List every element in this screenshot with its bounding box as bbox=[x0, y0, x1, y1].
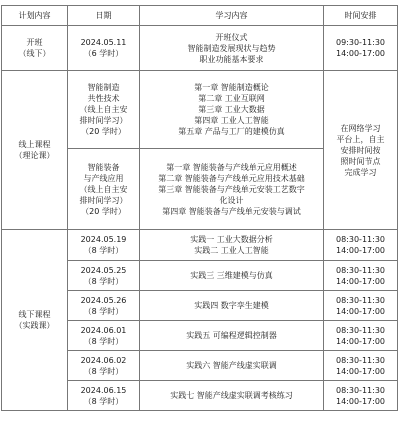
online-module-content: 第一章 智能装备与产线单元应用概述 第二章 智能装备与产线单元应用技术基础 第三章 智能装备与产线单元安装工艺数字 化设计 第四章 智能装备与产线单元安装与调试 bbox=[140, 149, 324, 230]
kickoff-time: 09:30-11:30 14:00-17:00 bbox=[324, 26, 398, 71]
session-content: 实践一 工业大数据分析 实践二 工业人工智能 bbox=[140, 230, 324, 261]
header-time: 时间安排 bbox=[324, 6, 398, 26]
session-time: 08:30-11:30 14:00-17:00 bbox=[324, 230, 398, 261]
session-date: 2024.06.15 （8 学时） bbox=[68, 381, 140, 411]
online-module-title: 智能制造 共性技术 （线上自主安 排时间学习） （20 学时） bbox=[68, 71, 140, 149]
online-time: 在网络学习 平台上，自主 安排时间按 照时间节点 完成学习 bbox=[324, 71, 398, 230]
session-time: 08:30-11:30 14:00-17:00 bbox=[324, 261, 398, 291]
session-time: 08:30-11:30 14:00-17:00 bbox=[324, 351, 398, 381]
session-time: 08:30-11:30 14:00-17:00 bbox=[324, 381, 398, 411]
session-date: 2024.05.25 （8 学时） bbox=[68, 261, 140, 291]
session-content: 实践七 智能产线虚实联调考核练习 bbox=[140, 381, 324, 411]
session-time: 08:30-11:30 14:00-17:00 bbox=[324, 321, 398, 351]
session-date: 2024.05.19 （8 学时） bbox=[68, 230, 140, 261]
header-date: 日期 bbox=[68, 6, 140, 26]
online-module-content: 第一章 智能制造概论 第二章 工业互联网 第三章 工业大数据 第四章 工业人工智能 第五章 产品与工厂的建模仿真 bbox=[140, 71, 324, 149]
session-content: 实践五 可编程逻辑控制器 bbox=[140, 321, 324, 351]
session-date: 2024.06.01 （8 学时） bbox=[68, 321, 140, 351]
online-module-title: 智能装备 与产线应用 （线上自主安 排时间学习） （20 学时） bbox=[68, 149, 140, 230]
kickoff-date: 2024.05.11 （6 学时） bbox=[68, 26, 140, 71]
header-plan: 计划内容 bbox=[2, 6, 68, 26]
kickoff-category: 开班 （线下） bbox=[2, 26, 68, 71]
online-category: 线上课程 （理论课） bbox=[2, 71, 68, 230]
session-content: 实践三 三维建模与仿真 bbox=[140, 261, 324, 291]
schedule-table bbox=[1, 5, 398, 411]
session-date: 2024.05.26 （8 学时） bbox=[68, 291, 140, 321]
offline-category: 线下课程 （实践课） bbox=[2, 230, 68, 411]
kickoff-content: 开班仪式 智能制造发展现状与趋势 职业功能基本要求 bbox=[140, 26, 324, 71]
offline-session-row bbox=[2, 230, 398, 261]
session-date: 2024.06.02 （8 学时） bbox=[68, 351, 140, 381]
header-row bbox=[2, 6, 398, 26]
schedule-table-container bbox=[1, 5, 398, 411]
session-time: 08:30-11:30 14:00-17:00 bbox=[324, 291, 398, 321]
session-content: 实践六 智能产线虚实联调 bbox=[140, 351, 324, 381]
session-content: 实践四 数字孪生建模 bbox=[140, 291, 324, 321]
header-content: 学习内容 bbox=[140, 6, 324, 26]
kickoff-row bbox=[2, 26, 398, 71]
online-module-row bbox=[2, 71, 398, 149]
